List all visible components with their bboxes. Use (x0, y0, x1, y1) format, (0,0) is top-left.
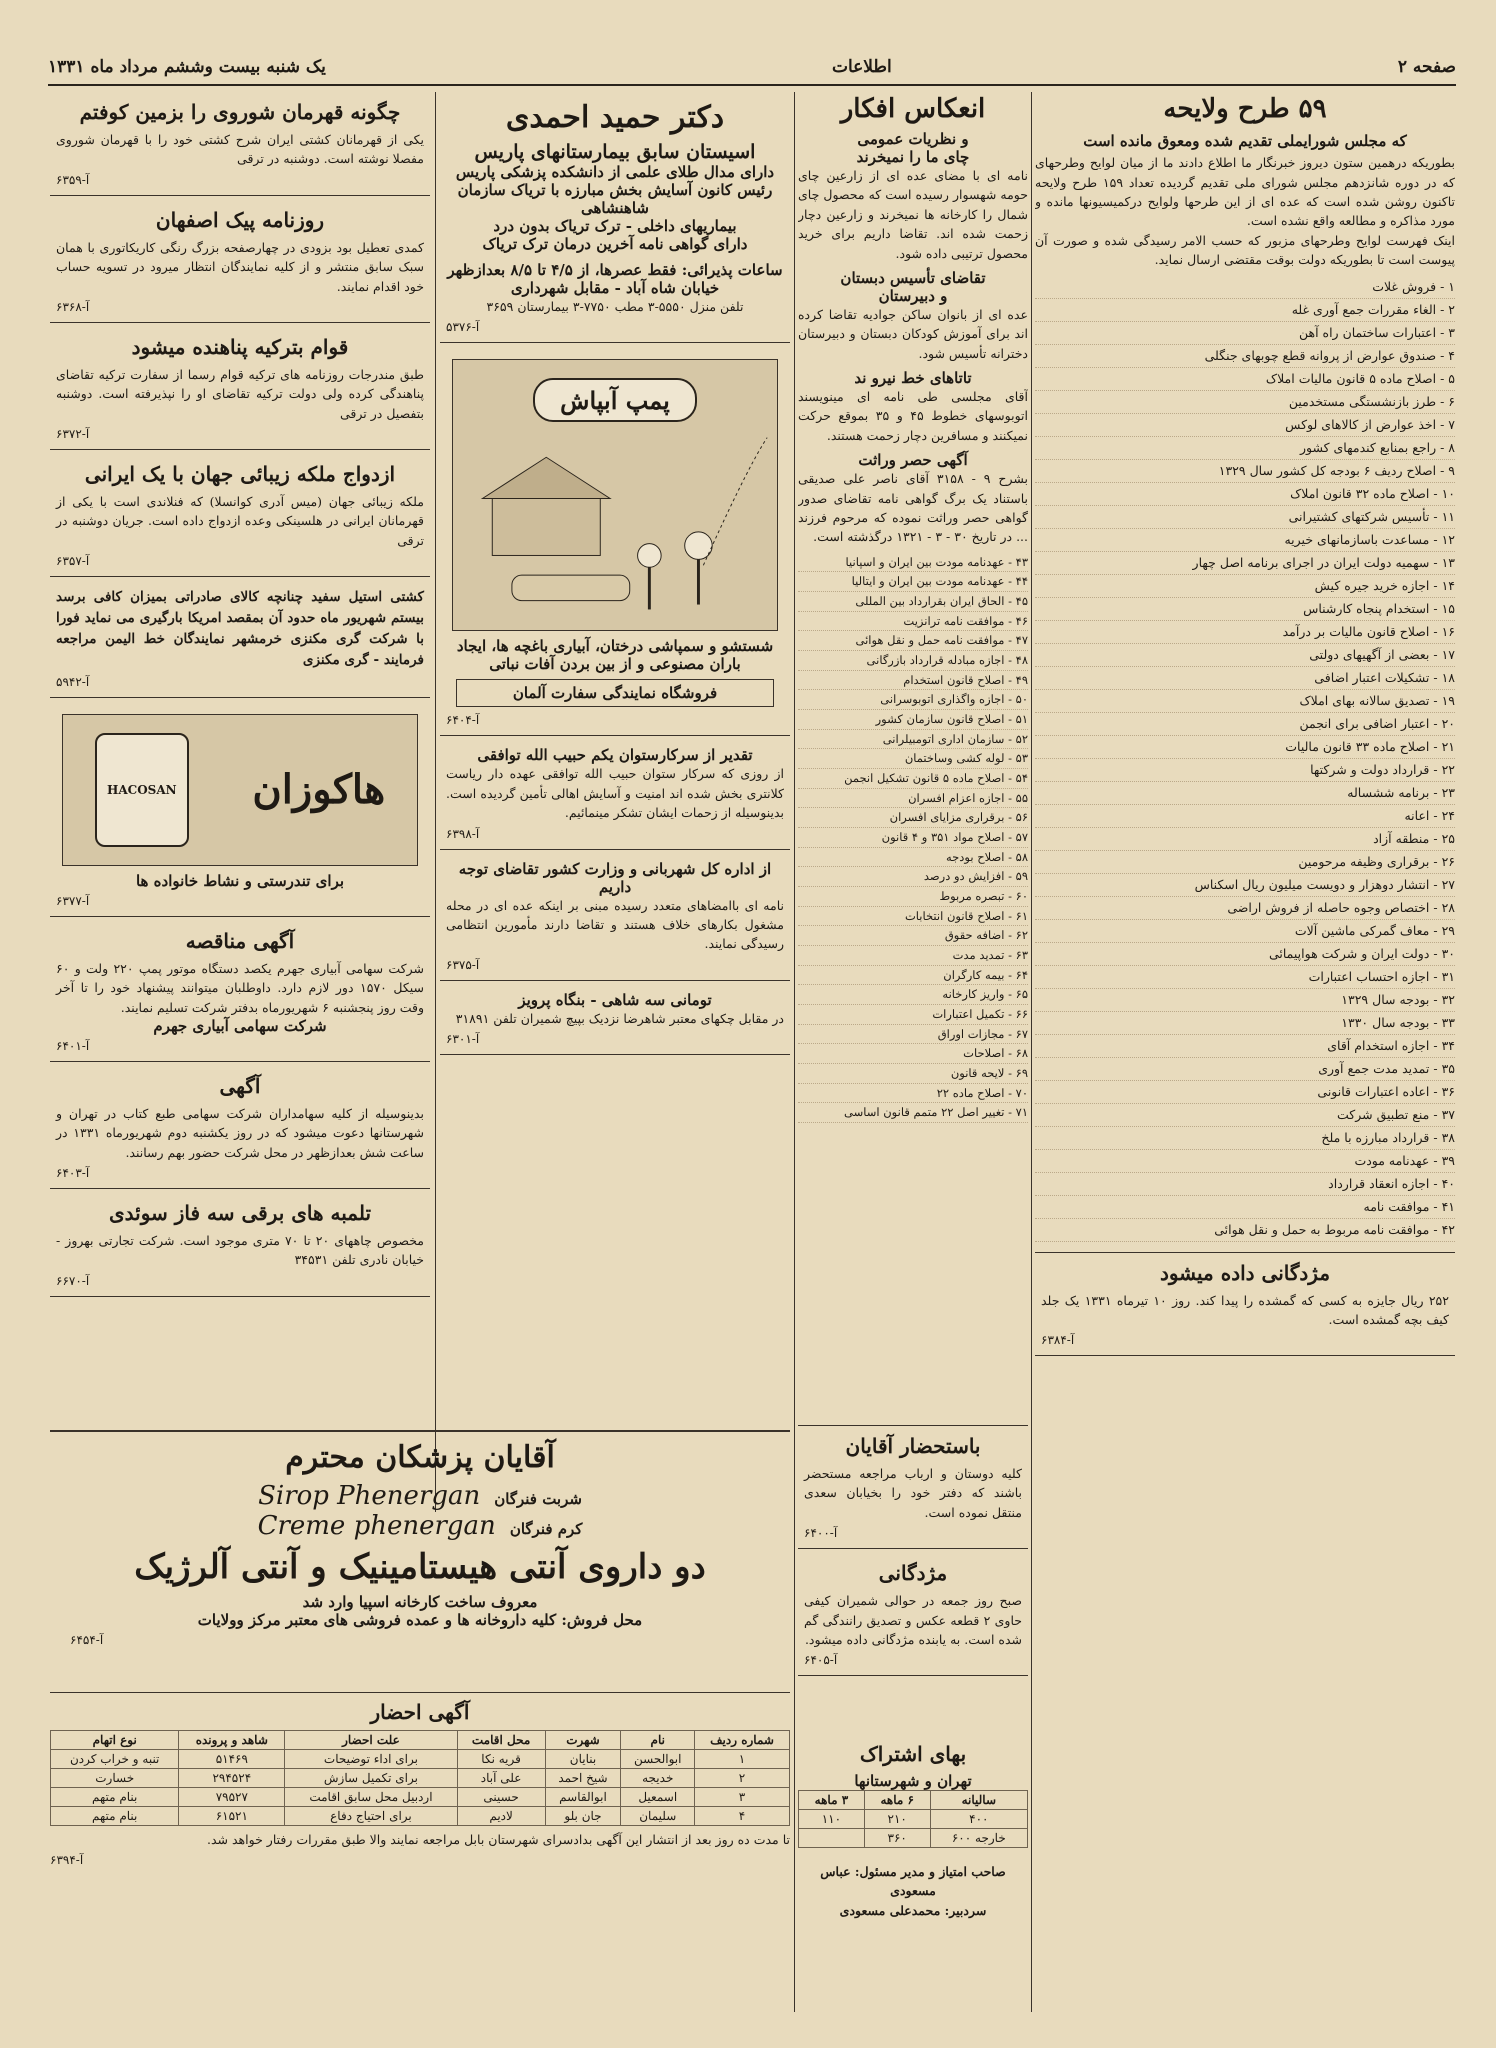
qavam-news (50, 327, 430, 450)
bill-item: ۳۱ - اجازه احتساب اعتبارات (1035, 966, 1455, 989)
bill-item: ۶۴ - بیمه کارگران (798, 966, 1028, 986)
summons-head: محل اقامت (457, 1731, 545, 1750)
bills-title-text: طرح ولایحه (1163, 94, 1290, 124)
bill-item: ۱۵ - استخدام پنجاه کارشناس (1035, 598, 1455, 621)
phenergan-headline: دو داروی آنتی هیستامینیک و آنتی آلرژیک (134, 1547, 706, 1587)
bus-text: آقای مجلسی طی نامه ای مینویسند اتوبوسهای خطوط ۴۵ و ۳۵ بموقع حرکت نمیکنند و مسافرین دچار زحمت هستند. (798, 389, 1028, 443)
notice-2-title: آگهی (219, 1073, 261, 1098)
bill-item: ۷۰ - اصلاح ماده ۲۲ (798, 1084, 1028, 1104)
mojdegani-text: ۲۵۲ ریال جایزه به کسی که گمشده را پیدا کند. روز ۱۰ تیرماه ۱۳۳۱ یک جلد کیف بچه گمشده است. (1041, 1292, 1449, 1327)
sub-cell: خارجه ۶۰۰ (930, 1829, 1027, 1848)
ad-code: آ-۶۳۷۲ (56, 427, 90, 441)
bills-intro: بطوریکه درهمین ستون دیروز خبرنگار ما اطلاع دادند ما از میان لوایح وطرحهای که در دوره شانزدهم مجلس شورای ملی تقدیم گردیده تعداد ۱۵۹ طرح ولایحه تاکنون روشن شده است که عده ای از این طرحها ولوایح درکمیسیونها مانده و مورد مذاکره و مطالعه واقع نشده است. (1035, 155, 1455, 229)
bill-item: ۶۰ - تبصره مربوط (798, 887, 1028, 907)
pump-text: شستشو و سمپاشی درختان، آبیاری باغچه ها، ایجاد باران مصنوعی و از بین بردن آفات نباتی (456, 637, 774, 674)
phenergan-cream-fa: کرم فنرگان (509, 1520, 583, 1538)
summons-head: علت احضار (285, 1731, 457, 1750)
reward-ad (798, 1553, 1028, 1676)
tender-title: آگهی مناقصه (185, 928, 295, 953)
wrestling-title: چگونه قهرمان شوروی را بزمین کوفتم (79, 100, 401, 124)
pump-ad (440, 347, 790, 736)
bill-item: ۳۵ - تمدید مدت جمع آوری (1035, 1058, 1455, 1081)
opinions-title: انعکاس افکار (840, 94, 986, 124)
bill-item: ۸ - راجع بمنابع کندمهای کشور (1035, 437, 1455, 460)
summons-cell: خدیجه (621, 1769, 695, 1788)
beauty-title: ازدواج ملکه زیبائی جهان با یک ایرانی (84, 462, 396, 486)
ad-code: آ-۶۳۸۴ (1041, 1333, 1075, 1348)
bill-item: ۶۱ - اصلاح قانون انتخابات (798, 907, 1028, 927)
bill-item: ۶۷ - مجازات اوراق (798, 1025, 1028, 1045)
summons-cell: حسینی (457, 1788, 545, 1807)
doctor-phones: تلفن منزل ۵۵۵۰-۳ مطب ۷۷۵۰-۳ بیمارستان ۳۶۵۹ (486, 299, 744, 314)
table-row (51, 1769, 790, 1788)
police-title: از اداره کل شهربانی و وزارت کشور تقاضای توجه داریم (458, 859, 772, 896)
hakozan-ad (50, 702, 430, 917)
doctor-hours: ساعات پذیرائی: فقط عصرها، از ۴/۵ تا ۸/۵ بعدازظهر (447, 261, 783, 279)
isfahan-title: روزنامه پیک اصفهان (155, 207, 325, 232)
bill-item: ۴۶ - موافقت نامه ترانزیت (798, 612, 1028, 632)
bill-item: ۳۷ - منع تطبیق شرکت (1035, 1104, 1455, 1127)
doctor-ad (440, 92, 790, 343)
ad-code: آ-۶۴۰۵ (804, 1653, 838, 1668)
appreciation-title: تقدیر از سرکارستوان یکم حبیب الله توافقی (477, 746, 753, 765)
summons-note: تا مدت ده روز بعد از انتشار این آگهی بدادسرای شهرستان بابل مراجعه نمایند والا طبق مقررات رفتار خواهد شد. (207, 1832, 790, 1847)
bill-item: ۱۳ - سهمیه دولت ایران در اجرای برنامه اصل چهار (1035, 552, 1455, 575)
bill-item: ۲۹ - معاف گمرکی ماشین آلات (1035, 920, 1455, 943)
bill-item: ۵۸ - اصلاح بودجه (798, 848, 1028, 868)
doctor-line-3: رئیس کانون آسایش بخش مبارزه با تریاک سازمان شاهنشاهی (457, 181, 773, 217)
phenergan-syrup-fa: شربت فنرگان (494, 1490, 582, 1508)
tender-sign: شرکت سهامی آبیاری جهرم (153, 1016, 327, 1035)
phenergan-ad (50, 1430, 790, 1693)
bill-item: ۶۹ - لایحه قانون (798, 1064, 1028, 1084)
ad-code: آ-۶۳۷۵ (446, 957, 480, 972)
bill-item: ۳۸ - قرارداد مبارزه با ملخ (1035, 1127, 1455, 1150)
owner-line: صاحب امتیاز و مدیر مسئول: عباس مسعودی (820, 1864, 1006, 1899)
bill-item: ۵۲ - سازمان اداری اتومبیلرانی (798, 730, 1028, 750)
sub-cell: ۲۱۰ (864, 1810, 930, 1829)
summons-header-row (51, 1731, 790, 1750)
column-divider (435, 92, 436, 1512)
wrestling-text: یکی از قهرمانان کشتی ایران شرح کشتی خود را با قهرمان شوروی مفصلا نوشته است. دوشنبه در ترقی (56, 132, 424, 167)
summons-title: آگهی احضار (370, 1700, 470, 1724)
school-headline: تقاضای تأسیس دبستان (840, 268, 986, 287)
ad-code: آ-۶۳۰۱ (446, 1032, 480, 1046)
wrestling-news (50, 92, 430, 196)
summons-ad (50, 1698, 790, 1867)
pumps-text: مخصوص چاههای ۲۰ تا ۷۰ متری موجود است. شرکت تجارتی بهروز - خیابان نادری تلفن ۳۴۵۳۱ (56, 1233, 424, 1268)
summons-cell: ۶۱۵۲۱ (179, 1807, 285, 1826)
school-headline-2: و دبیرستان (878, 286, 948, 305)
bill-item: ۶۲ - اضافه حقوق (798, 926, 1028, 946)
phenergan-title: آقایان پزشکان محترم (285, 1440, 555, 1475)
opinions-sub: و نظریات عمومی (857, 130, 969, 148)
doctor-address: خیابان شاه آباد - مقابل شهرداری (510, 279, 720, 297)
column-ads-center (440, 92, 790, 1422)
mojdegani-ad (1035, 1252, 1455, 1357)
summons-cell: جان بلو (545, 1807, 621, 1826)
summons-cell: ۵۱۴۶۹ (179, 1750, 285, 1769)
subscription-table (798, 1790, 1028, 1848)
bill-item: ۵۰ - اجازه واگذاری اتوبوسرانی (798, 690, 1028, 710)
summons-cell: برای تکمیل سازش (285, 1769, 457, 1788)
bill-item: ۴۱ - موافقت نامه (1035, 1196, 1455, 1219)
summons-cell: ابوالقاسم (545, 1788, 621, 1807)
summons-cell: اردبیل محل سابق اقامت (285, 1788, 457, 1807)
reward-title: مژدگانی (878, 1561, 948, 1586)
ad-code: آ-۶۳۵۹ (56, 172, 90, 187)
column-divider (794, 92, 795, 2012)
page-number: صفحه ۲ (1397, 57, 1456, 77)
bill-item: ۱۸ - تشکیلات اعتبار اضافی (1035, 667, 1455, 690)
bill-item: ۴۹ - اصلاح قانون استخدام (798, 671, 1028, 691)
bill-item: ۹ - اصلاح ردیف ۶ بودجه کل کشور سال ۱۳۲۹ (1035, 460, 1455, 483)
bill-item: ۴۷ - موافقت نامه حمل و نقل هوائی (798, 631, 1028, 651)
bill-item: ۲۱ - اصلاح ماده ۳۳ قانون مالیات (1035, 736, 1455, 759)
summons-cell: بنایان (545, 1750, 621, 1769)
exchange-title: تومانی سه شاهی - بنگاه پرویز (518, 990, 712, 1009)
paper-name: اطلاعات (831, 57, 892, 77)
summons-cell: ابوالحسن (621, 1750, 695, 1769)
doctor-line-4: بیماریهای داخلی - ترک تریاک بدون درد (493, 217, 737, 235)
inheritance-headline: آگهی حصر وراثت (858, 451, 968, 470)
summons-head: نام (621, 1731, 695, 1750)
column-news-ads (50, 92, 430, 1422)
issue-date: یک شنبه بیست وششم مرداد ماه ۱۳۳۱ (48, 57, 326, 77)
qavam-text: طبق مندرجات روزنامه های ترکیه قوام رسما از سفارت ترکیه تقاضای پناهندگی کرده ولی دولت ترکیه تقاضای او را نپذیرفته است. دوشنبه بتفصیل در ترقی (56, 366, 424, 421)
bill-item: ۶۵ - واریز کارخانه (798, 985, 1028, 1005)
bill-item: ۱۴ - اجازه خرید جیره کیش (1035, 575, 1455, 598)
subscription-title: بهای اشتراک (859, 1742, 967, 1766)
ad-code: آ-۶۴۰۱ (56, 1038, 90, 1053)
notice-text: کلیه دوستان و ارباب مراجعه مستحضر باشند که دفتر خود را بخیابان سعدی منتقل نموده است. (804, 1466, 1022, 1520)
bill-item: ۱۲ - مساعدت باسازمانهای خیریه (1035, 529, 1455, 552)
bill-item: ۵۴ - اصلاح ماده ۵ قانون تشکیل انجمن (798, 769, 1028, 789)
summons-cell: بنام متهم (51, 1788, 179, 1807)
summons-cell: برای احتیاج دفاع (285, 1807, 457, 1826)
bill-item: ۵۶ - برقراری مزایای افسران (798, 808, 1028, 828)
phenergan-sale: محل فروش: کلیه داروخانه ها و عمده فروشی های معتبر مرکز وولایات (197, 1611, 643, 1629)
phenergan-line-1 (50, 1481, 790, 1511)
bill-item: ۳۰ - دولت ایران و شرکت هواپیمائی (1035, 943, 1455, 966)
summons-cell: ۷۹۵۲۷ (179, 1788, 285, 1807)
reward-text: صبح روز جمعه در حوالی شمیران کیفی حاوی ۲ قطعه عکس و تصدیق رانندگی گم شده است. به یابنده مژدگانی داده میشود. (804, 1593, 1022, 1647)
doctor-name: دکتر حمید احمدی (505, 100, 725, 135)
bills-number: ۵۹ (1298, 94, 1327, 124)
garden-scene-icon (453, 426, 777, 626)
bill-item: ۴ - صندوق عوارض از پروانه قطع چوبهای جنگلی (1035, 345, 1455, 368)
ad-code: آ-۶۶۷۰ (56, 1273, 90, 1288)
summons-cell: ۳ (695, 1788, 790, 1807)
beauty-queen-news (50, 454, 430, 577)
summons-cell: تنبه و خراب کردن (51, 1750, 179, 1769)
sub-cell: ۳۶۰ (864, 1829, 930, 1848)
pump-illustration (452, 359, 778, 631)
ad-code: آ-۶۴۰۰ (804, 1526, 838, 1541)
pump-store: فروشگاه نمایندگی سفارت آلمان (456, 679, 774, 707)
summons-head: شهرت (545, 1731, 621, 1750)
ad-code: آ-۵۹۴۲ (56, 674, 90, 689)
bill-item: ۳۳ - بودجه سال ۱۳۳۰ (1035, 1012, 1455, 1035)
sub-head: ۶ ماهه (864, 1791, 930, 1810)
appreciation-text: از روزی که سرکار ستوان حبیب الله توافقی عهده دار ریاست کلانتری بخش شده اند امنیت و آسایش اهالی تأمین گردیده است. بدینوسیله از زحمات ایشان تشکر مینمائیم. (446, 766, 784, 821)
bill-item: ۷ - اخذ عوارض از کالاهای لوکس (1035, 414, 1455, 437)
qavam-title: قوام بترکیه پناهنده میشود (131, 334, 349, 359)
bill-item: ۴۵ - الحاق ایران بقرارداد بین المللی (798, 592, 1028, 612)
bill-item: ۶۶ - تکمیل اعتبارات (798, 1005, 1028, 1025)
isfahan-news (50, 200, 430, 323)
column-opinions (798, 92, 1028, 2012)
summons-cell: برای اداء توضیحات (285, 1750, 457, 1769)
bills-list-continued (798, 553, 1028, 1123)
summons-cell: ۴ (695, 1807, 790, 1826)
police-request (440, 854, 790, 981)
sub-cell: ۴۰۰ (930, 1810, 1027, 1829)
ad-code: آ-۶۴۰۴ (446, 713, 480, 728)
bill-item: ۳۲ - بودجه سال ۱۳۲۹ (1035, 989, 1455, 1012)
tea-text: نامه ای با مضای عده ای از زارعین چای حومه شهسوار رسیده است که محصول چای شمال را کارخانه ها نمیخرند و زارعین دچار زحمت شده اند. تقاضا داریم برای خرید محصول ترتیبی داده شود. (798, 168, 1028, 261)
phenergan-syrup-en: Sirop Phenergan (258, 1481, 481, 1511)
summons-cell: ۱ (695, 1750, 790, 1769)
doctor-line-1: اسیستان سابق بیمارستانهای پاریس (474, 141, 756, 163)
summons-cell: خسارت (51, 1769, 179, 1788)
bus-headline: تاتاهای خط نیرو ند (854, 369, 972, 387)
bill-item: ۱۷ - بعضی از آگهیهای دولتی (1035, 644, 1455, 667)
bill-item: ۲۴ - اعانه (1035, 805, 1455, 828)
summons-cell: بنام متهم (51, 1807, 179, 1826)
bill-item: ۵ - اصلاح ماده ۵ قانون مالیات املاک (1035, 368, 1455, 391)
bill-item: ۲۸ - اختصاص وجوه حاصله از فروش اراضی (1035, 897, 1455, 920)
bill-item: ۷۱ - تغییر اصل ۲۲ متمم قانون اساسی (798, 1103, 1028, 1123)
doctor-line-2: دارای مدال طلای علمی از دانشکده پزشکی پاریس (455, 163, 775, 181)
bill-item: ۳۶ - اعاده اعتبارات قانونی (1035, 1081, 1455, 1104)
ship-ad (50, 581, 430, 698)
bill-item: ۲۵ - منطقه آزاد (1035, 828, 1455, 851)
notice-ad-2 (50, 1066, 430, 1189)
hakozan-brand: هاکوزان (252, 766, 386, 814)
bill-item: ۳ - اعتبارات ساختمان راه آهن (1035, 322, 1455, 345)
subscription-box (798, 1740, 1028, 1920)
phenergan-sub: معروف ساخت کارخانه اسپیا وارد شد (302, 1593, 538, 1611)
summons-cell: شیخ احمد (545, 1769, 621, 1788)
doctor-line-5: دارای گواهی نامه آخرین درمان ترک تریاک (482, 235, 748, 253)
bill-item: ۲۲ - قرارداد دولت و شرکتها (1035, 759, 1455, 782)
bill-item: ۱ - فروش غلات (1035, 276, 1455, 299)
ad-code: آ-۶۳۷۷ (56, 893, 90, 908)
summons-table (50, 1730, 790, 1826)
table-row (51, 1788, 790, 1807)
sub-cell (799, 1829, 865, 1848)
police-text: نامه ای باامضاهای متعدد رسیده مبنی بر اینکه عده ای در محله مشغول بکارهای خلاف هستند و تقاضا دارند مأمورین انتظامی رسیدگی نمایند. (446, 897, 784, 952)
ad-code: آ-۶۳۶۸ (56, 299, 90, 314)
bill-item: ۴۴ - عهدنامه مودت بین ایران و ایتالیا (798, 572, 1028, 592)
bill-item: ۴۲ - موافقت نامه مربوط به حمل و نقل هوائی (1035, 1219, 1455, 1242)
bill-item: ۶۸ - اصلاحات (798, 1044, 1028, 1064)
pumps-title: تلمبه های برقی سه فاز سوئدی (108, 1201, 372, 1226)
page-header (48, 50, 1456, 86)
bill-item: ۲۳ - برنامه ششساله (1035, 782, 1455, 805)
bill-item: ۵۷ - اصلاح مواد ۳۵۱ و ۴ قانون (798, 828, 1028, 848)
bill-item: ۳۴ - اجازه استخدام آقای (1035, 1035, 1455, 1058)
editor-line: سردبیر: محمدعلی مسعودی (839, 1902, 987, 1918)
table-row (51, 1750, 790, 1769)
summons-cell: لادیم (457, 1807, 545, 1826)
bills-list (1035, 276, 1455, 1242)
bill-item: ۶ - طرز بازنشستگی مستخدمین (1035, 391, 1455, 414)
bill-item: ۴۰ - اجازه انعقاد قرارداد (1035, 1173, 1455, 1196)
summons-head: شاهد و پرونده (179, 1731, 285, 1750)
bill-item: ۳۹ - عهدنامه مودت (1035, 1150, 1455, 1173)
mojdegani-title: مژدگانی داده میشود (1159, 1260, 1331, 1285)
notice-2-text: بدینوسیله از کلیه سهامداران شرکت سهامی طبع کتاب در تهران و شهرستانها دعوت میشود که در روز یکشنبه دوم شهریورماه ۱۳۳۱ در ساعت شش بعدازظهر در محل شرکت حضور بهم رسانند. (56, 1105, 424, 1160)
summons-cell: علی آباد (457, 1769, 545, 1788)
appreciation-notice (440, 740, 790, 849)
sub-head: ۳ ماهه (799, 1791, 865, 1810)
table-row (51, 1807, 790, 1826)
notice-title: باستحضار آقایان (845, 1434, 981, 1458)
bill-item: ۵۳ - لوله کشی وساختمان (798, 749, 1028, 769)
bill-item: ۵۹ - افزایش دو درصد (798, 867, 1028, 887)
summons-head: نوع اتهام (51, 1731, 179, 1750)
bill-item: ۴۳ - عهدنامه مودت بین ایران و اسپانیا (798, 553, 1028, 573)
column-divider (1031, 92, 1032, 2012)
beauty-text: ملکه زیبائی جهان (میس آدری کوانسلا) که فنلاندی است با یکی از قهرمانان ایرانی در هلسینکی وعده ازدواج داده است. جریان دوشنبه در ترقی (56, 494, 424, 548)
pumps-ad (50, 1193, 430, 1297)
exchange-text: در مقابل چکهای معتبر شاهرضا نزدیک بپیچ شمیران تلفن ۳۱۸۹۱ (455, 1010, 784, 1026)
column-bills (1035, 92, 1455, 2012)
bill-item: ۶۳ - تمدید مدت (798, 946, 1028, 966)
ad-code: آ-۶۳۵۷ (56, 554, 90, 569)
phenergan-cream-en: Creme phenergan (257, 1511, 496, 1541)
bill-item: ۲۶ - برقراری وظیفه مرحومین (1035, 851, 1455, 874)
bill-item: ۱۶ - اصلاح قانون مالیات بر درآمد (1035, 621, 1455, 644)
col2-lower (798, 1425, 1028, 1680)
summons-cell: ۲۹۴۵۲۴ (179, 1769, 285, 1788)
ship-text: کشتی استیل سفید چنانچه کالای صادراتی بمیزان کافی برسد بیستم شهریور ماه حدود آن بمقصد امریکا بارگیری می نماید فورا با شرکت گری مکنزی خرمشهر نمایندگان خط الیمن مراجعه فرمایند - گری مکنزی (56, 589, 424, 668)
isfahan-text: کمدی تعطیل بود بزودی در چهارصفحه بزرگ رنگی کاریکاتوری با همان سبک سابق منتشر و از کلیه نمایندگان انتظار میرود در تسویه حساب خود اقدام نمایند. (56, 239, 424, 294)
ad-code: آ-۵۳۷۶ (446, 320, 480, 335)
tea-headline: چای ما را نمیخرند (856, 148, 970, 166)
hakozan-illustration (62, 714, 418, 866)
bill-item: ۴۸ - اجازه مبادله قرارداد بازرگانی (798, 651, 1028, 671)
bill-item: ۲ - الغاء مقررات جمع آوری غله (1035, 299, 1455, 322)
bill-item: ۱۰ - اصلاح ماده ۳۲ قانون املاک (1035, 483, 1455, 506)
summons-cell: سلیمان (621, 1807, 695, 1826)
bill-item: ۱۱ - تأسیس شرکتهای کشتیرانی (1035, 506, 1455, 529)
ad-code: آ-۶۴۵۴ (70, 1633, 104, 1647)
phenergan-line-2 (50, 1511, 790, 1541)
pump-title: پمپ آبپاش (533, 378, 697, 422)
sub-cell: ۱۱۰ (799, 1810, 865, 1829)
bill-item: ۲۰ - اعتبار اضافی برای انجمن (1035, 713, 1455, 736)
inheritance-text: بشرح ۹ - ۳۱۵۸ آقای ناصر علی صدیقی باستناد یک برگ گواهی نامه تقاضای صدور گواهی حصر وراثت نموده که مرحوم فرزند ... در تاریخ ۳۰ - ۳ - ۱۳۲۱ درگذشته است. (798, 471, 1028, 545)
bills-subtitle: که مجلس شورایملی تقدیم شده ومعوق مانده است (1083, 132, 1407, 150)
notice-ad (798, 1425, 1028, 1549)
bill-item: ۵۵ - اجازه اعزام افسران (798, 789, 1028, 809)
summons-cell: قریه نکا (457, 1750, 545, 1769)
bills-title (1035, 94, 1455, 124)
subscription-sub: تهران و شهرستانها (854, 1772, 972, 1790)
bill-item: ۵۱ - اصلاح قانون سازمان کشور (798, 710, 1028, 730)
bill-item: ۲۷ - انتشار دوهزار و دویست میلیون ریال اسکناس (1035, 874, 1455, 897)
summons-cell: ۲ (695, 1769, 790, 1788)
ad-code: آ-۶۴۰۳ (56, 1166, 90, 1181)
summons-cell: اسمعیل (621, 1788, 695, 1807)
school-text: عده ای از بانوان ساکن جواديه تقاضا کرده اند برای آموزش کودکان دبستان و دبیرستان دخترانه تأسیس شود. (798, 306, 1028, 361)
summons-head: شماره ردیف (695, 1731, 790, 1750)
hakozan-slogan: برای تندرستی و نشاط خانواده ها (135, 871, 345, 890)
exchange-ad (440, 985, 790, 1055)
sub-head: سالیانه (930, 1791, 1027, 1810)
bill-item: ۱۹ - تصدیق سالانه بهای املاک (1035, 690, 1455, 713)
ad-code: آ-۶۳۹۴ (50, 1853, 84, 1868)
hakozan-can-icon: HACOSAN (95, 733, 189, 847)
ad-code: آ-۶۳۹۸ (446, 826, 480, 841)
tender-text: شرکت سهامی آبیاری جهرم یکصد دستگاه موتور پمپ ۲۲۰ ولت و ۶۰ سیکل ۱۵۷۰ دور لازم دارد. داوطلبان میتوانند پیشنهاد خود را تا آخر وقت روز پنجشنبه ۶ شهریورماه بدفتر شرکت تسلیم نمایند. (56, 960, 425, 1015)
tender-ad (50, 921, 430, 1062)
bills-intro-2: اینک فهرست لوایح وطرحهای مزبور که حسب الامر رسیدگی شده و صورت آن پیوست است تا بطوریکه دولت بوقت مقتضی ارسال نماید. (1035, 232, 1455, 268)
